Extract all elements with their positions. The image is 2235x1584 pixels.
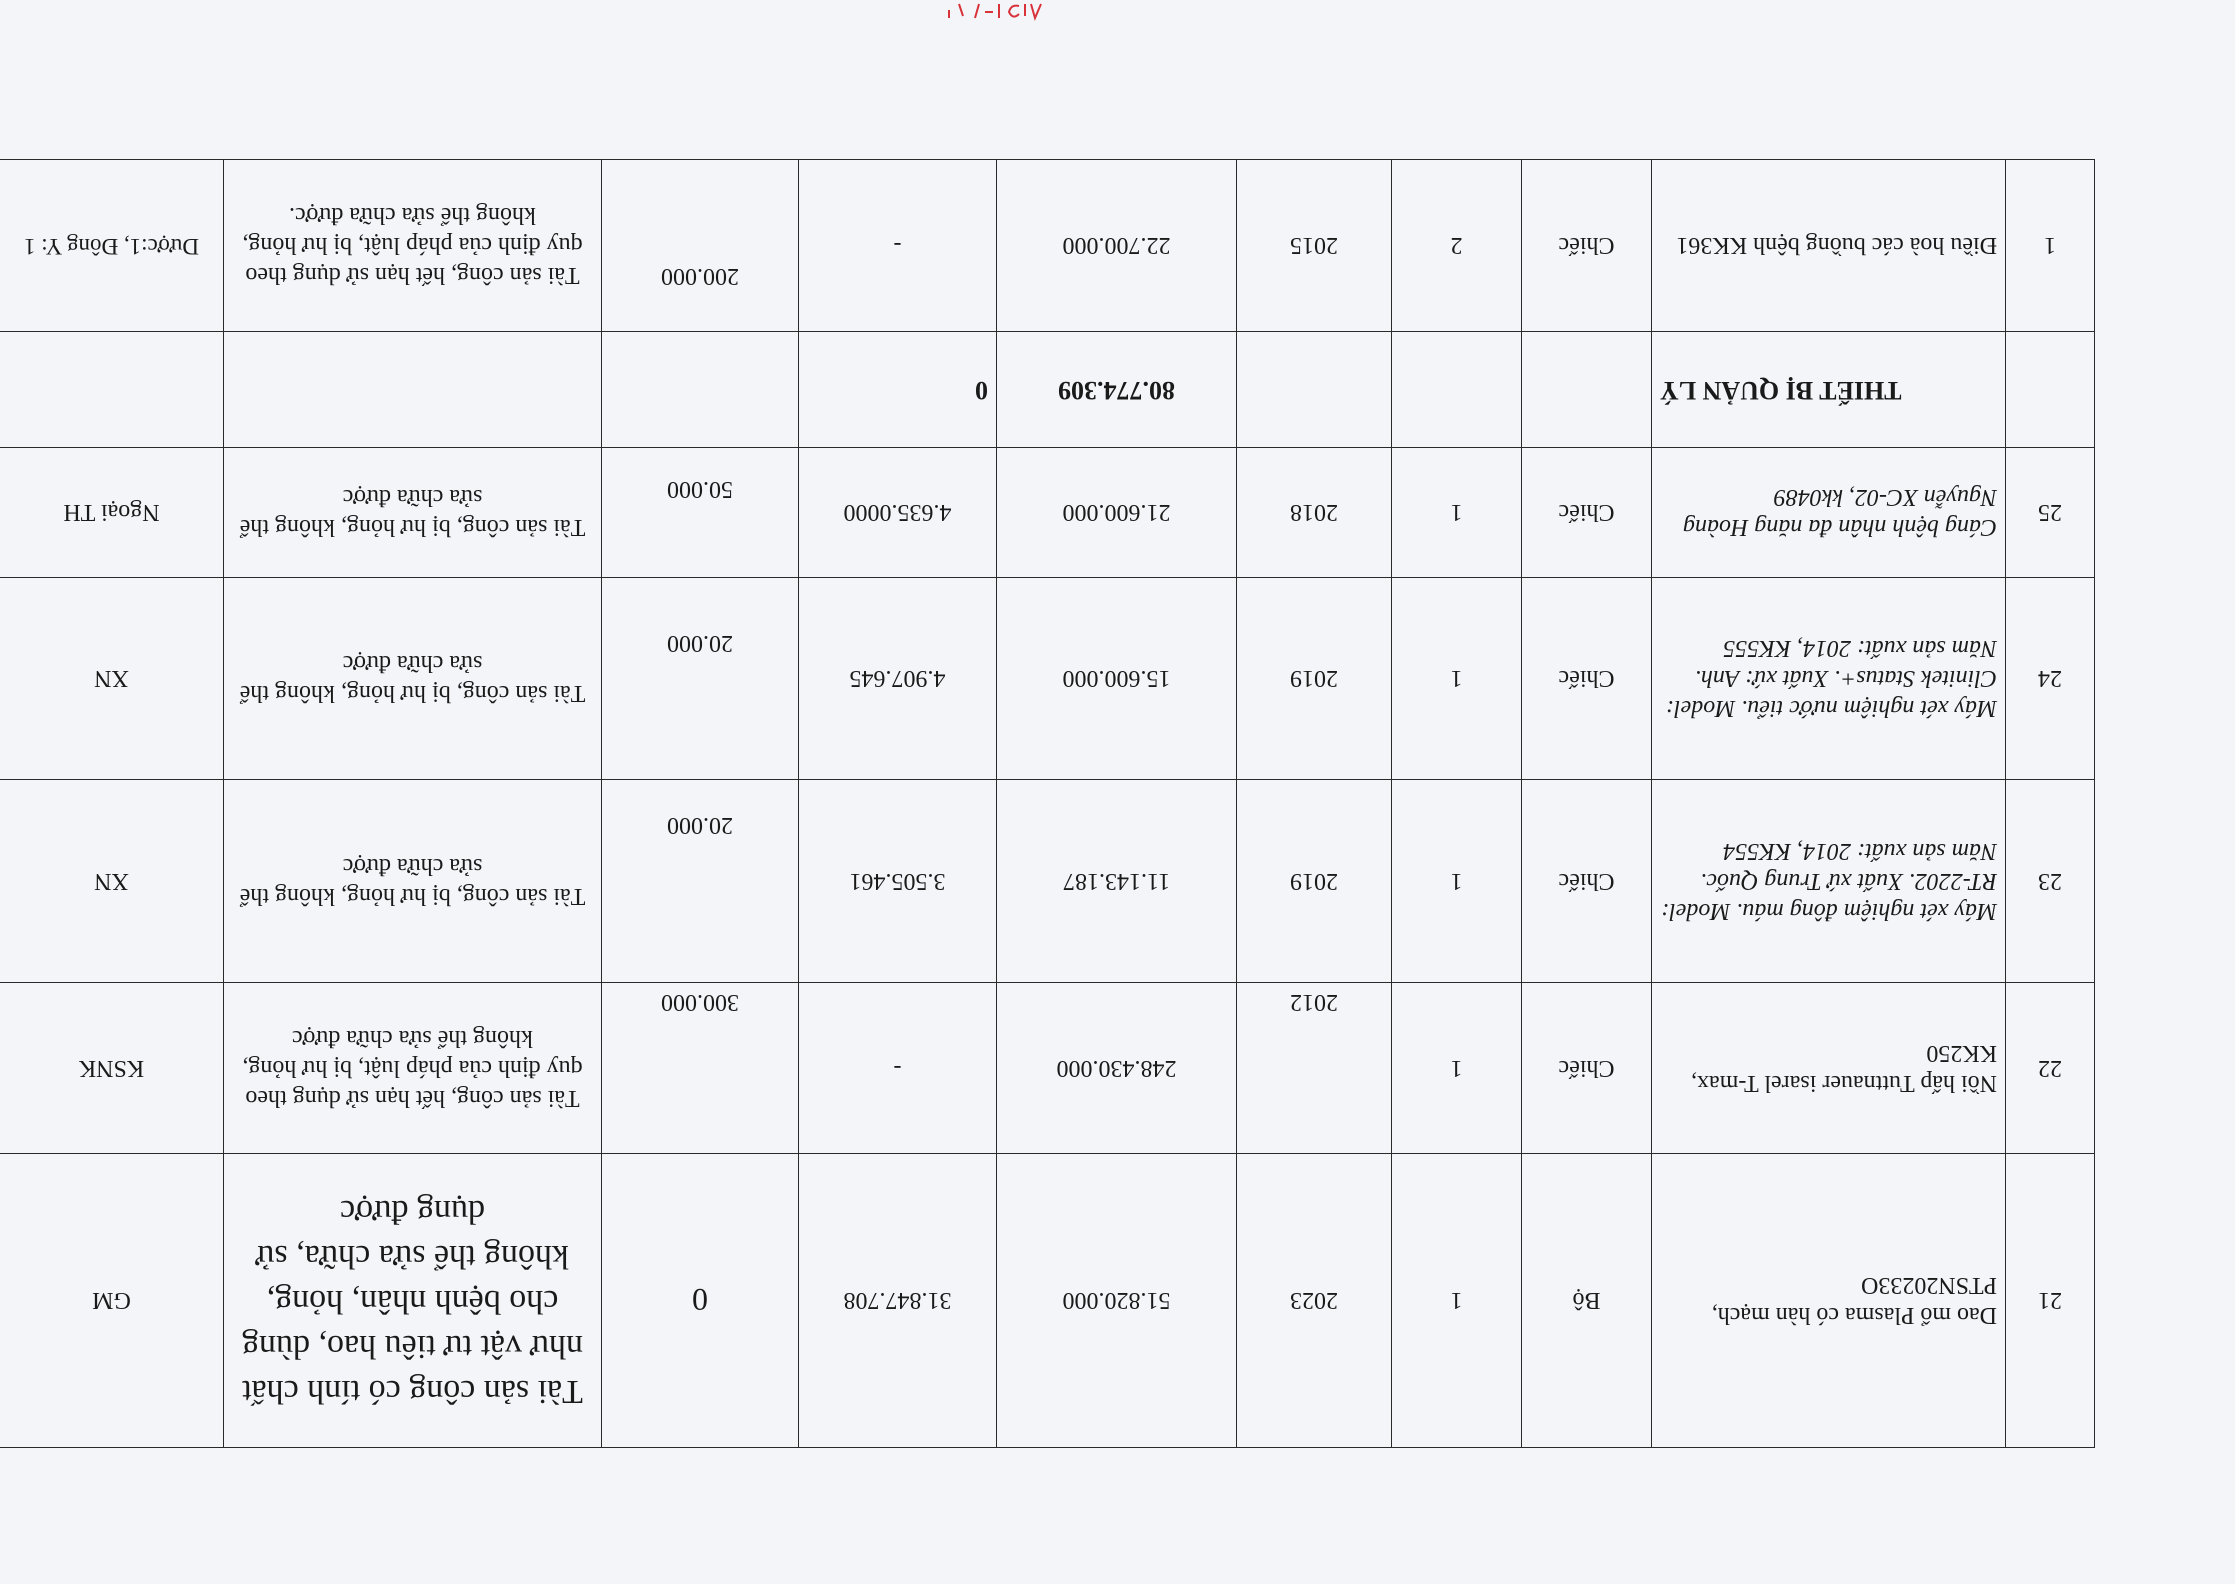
- estimate-value: 300.000: [602, 983, 799, 1154]
- row-stt: 25: [2006, 448, 2095, 578]
- row-stt: 1: [2006, 160, 2095, 332]
- section-empty: [1522, 332, 1652, 448]
- original-value: 248.430.000: [997, 983, 1237, 1154]
- asset-qty: 1: [1392, 983, 1522, 1154]
- asset-qty: 2: [1392, 160, 1522, 332]
- asset-disposal-table: [0, 159, 2095, 1448]
- asset-unit: Chiếc: [1522, 983, 1652, 1154]
- disposal-reason: Tài sản công, bị hư hỏng, không thể sửa chữa được: [224, 780, 602, 983]
- original-value: 22.700.000: [997, 160, 1237, 332]
- section-empty: [602, 332, 799, 448]
- section-stt-empty: [2006, 332, 2095, 448]
- disposal-reason: Tài sản công có tính chất như vật tư tiêu hao, dùng cho bệnh nhân, hỏng, không thể sửa chữa, sử dụng được: [224, 1154, 602, 1448]
- table-row: [0, 578, 2095, 780]
- section-title: THIẾT BỊ QUẢN LÝ: [1652, 332, 2006, 448]
- asset-qty: 1: [1392, 780, 1522, 983]
- disposal-reason: Tài sản công, hết hạn sử dụng theo quy định của pháp luật, bị hư hỏng, không thể sửa chữa được.: [224, 160, 602, 332]
- asset-name: Máy xét nghiệm nước tiểu. Model: Clinitek Status+. Xuất xứ: Anh. Năm sản xuất: 2014, KK555: [1652, 578, 2006, 780]
- asset-table-wrapper: [0, 160, 2095, 1448]
- section-empty: [224, 332, 602, 448]
- section-empty: [1237, 332, 1392, 448]
- table-row: [0, 448, 2095, 578]
- original-value: 21.600.000: [997, 448, 1237, 578]
- asset-year: 2015: [1237, 160, 1392, 332]
- row-stt: 23: [2006, 780, 2095, 983]
- asset-name: Nồi hấp Tuttnauer isarel T-max, KK250: [1652, 983, 2006, 1154]
- estimate-value: 50.000: [602, 448, 799, 578]
- asset-unit: Bộ: [1522, 1154, 1652, 1448]
- asset-name: Dao mổ Plasma có hàn mạch, PTSN20233O: [1652, 1154, 2006, 1448]
- asset-year: 2023: [1237, 1154, 1392, 1448]
- row-note: Ngoại TH: [0, 448, 224, 578]
- asset-unit: Chiếc: [1522, 160, 1652, 332]
- section-empty: [0, 332, 224, 448]
- row-note: Dược:1, Đông Y: 1: [0, 160, 224, 332]
- table-row: [0, 160, 2095, 332]
- asset-name: Máy xét nghiệm đông máu. Model: RT-2202. Xuất xứ Trung Quốc. Năm sản xuất: 2014, KK554: [1652, 780, 2006, 983]
- estimate-value: 200.000: [602, 160, 799, 332]
- asset-qty: 1: [1392, 1154, 1522, 1448]
- asset-unit: Chiếc: [1522, 448, 1652, 578]
- section-original-total: 80.774.309: [997, 332, 1237, 448]
- asset-year: 2019: [1237, 780, 1392, 983]
- disposal-reason: Tài sản công, hết hạn sử dụng theo quy định của pháp luật, bị hư hỏng, không thể sửa chữa được: [224, 983, 602, 1154]
- row-stt: 21: [2006, 1154, 2095, 1448]
- estimate-value: 0: [602, 1154, 799, 1448]
- estimate-value: 20.000: [602, 578, 799, 780]
- table-row: [0, 983, 2095, 1154]
- row-stt: 22: [2006, 983, 2095, 1154]
- row-note: XN: [0, 578, 224, 780]
- row-note: GM: [0, 1154, 224, 1448]
- original-value: 51.820.000: [997, 1154, 1237, 1448]
- asset-qty: 1: [1392, 578, 1522, 780]
- asset-name: Cáng bệnh nhân đa năng Hoàng Nguyễn XC-02, kk0489: [1652, 448, 2006, 578]
- table-row: [0, 1154, 2095, 1448]
- remaining-value: 4.907.645: [799, 578, 997, 780]
- original-value: 15.600.000: [997, 578, 1237, 780]
- asset-year: 2018: [1237, 448, 1392, 578]
- asset-name: Điều hoà các buồng bệnh KK361: [1652, 160, 2006, 332]
- disposal-reason: Tài sản công, bị hư hỏng, không thể sửa chữa được: [224, 448, 602, 578]
- disposal-reason: Tài sản công, bị hư hỏng, không thể sửa chữa được: [224, 578, 602, 780]
- remaining-value: 31.847.708: [799, 1154, 997, 1448]
- original-value: 11.143.187: [997, 780, 1237, 983]
- asset-year: 2012: [1237, 983, 1392, 1154]
- section-empty: [1392, 332, 1522, 448]
- section-remaining-total: 0: [799, 332, 997, 448]
- remaining-value: -: [799, 983, 997, 1154]
- row-note: XN: [0, 780, 224, 983]
- remaining-value: -: [799, 160, 997, 332]
- estimate-value: 20.000: [602, 780, 799, 983]
- section-header-row: [0, 332, 2095, 448]
- asset-unit: Chiếc: [1522, 578, 1652, 780]
- red-stamp-fragment: [925, 0, 1045, 22]
- row-note: KSNK: [0, 983, 224, 1154]
- row-stt: 24: [2006, 578, 2095, 780]
- remaining-value: 3.505.461: [799, 780, 997, 983]
- asset-year: 2019: [1237, 578, 1392, 780]
- asset-qty: 1: [1392, 448, 1522, 578]
- stamp-marks: [925, 0, 1045, 22]
- asset-unit: Chiếc: [1522, 780, 1652, 983]
- remaining-value: 4.635.0000: [799, 448, 997, 578]
- table-row: [0, 780, 2095, 983]
